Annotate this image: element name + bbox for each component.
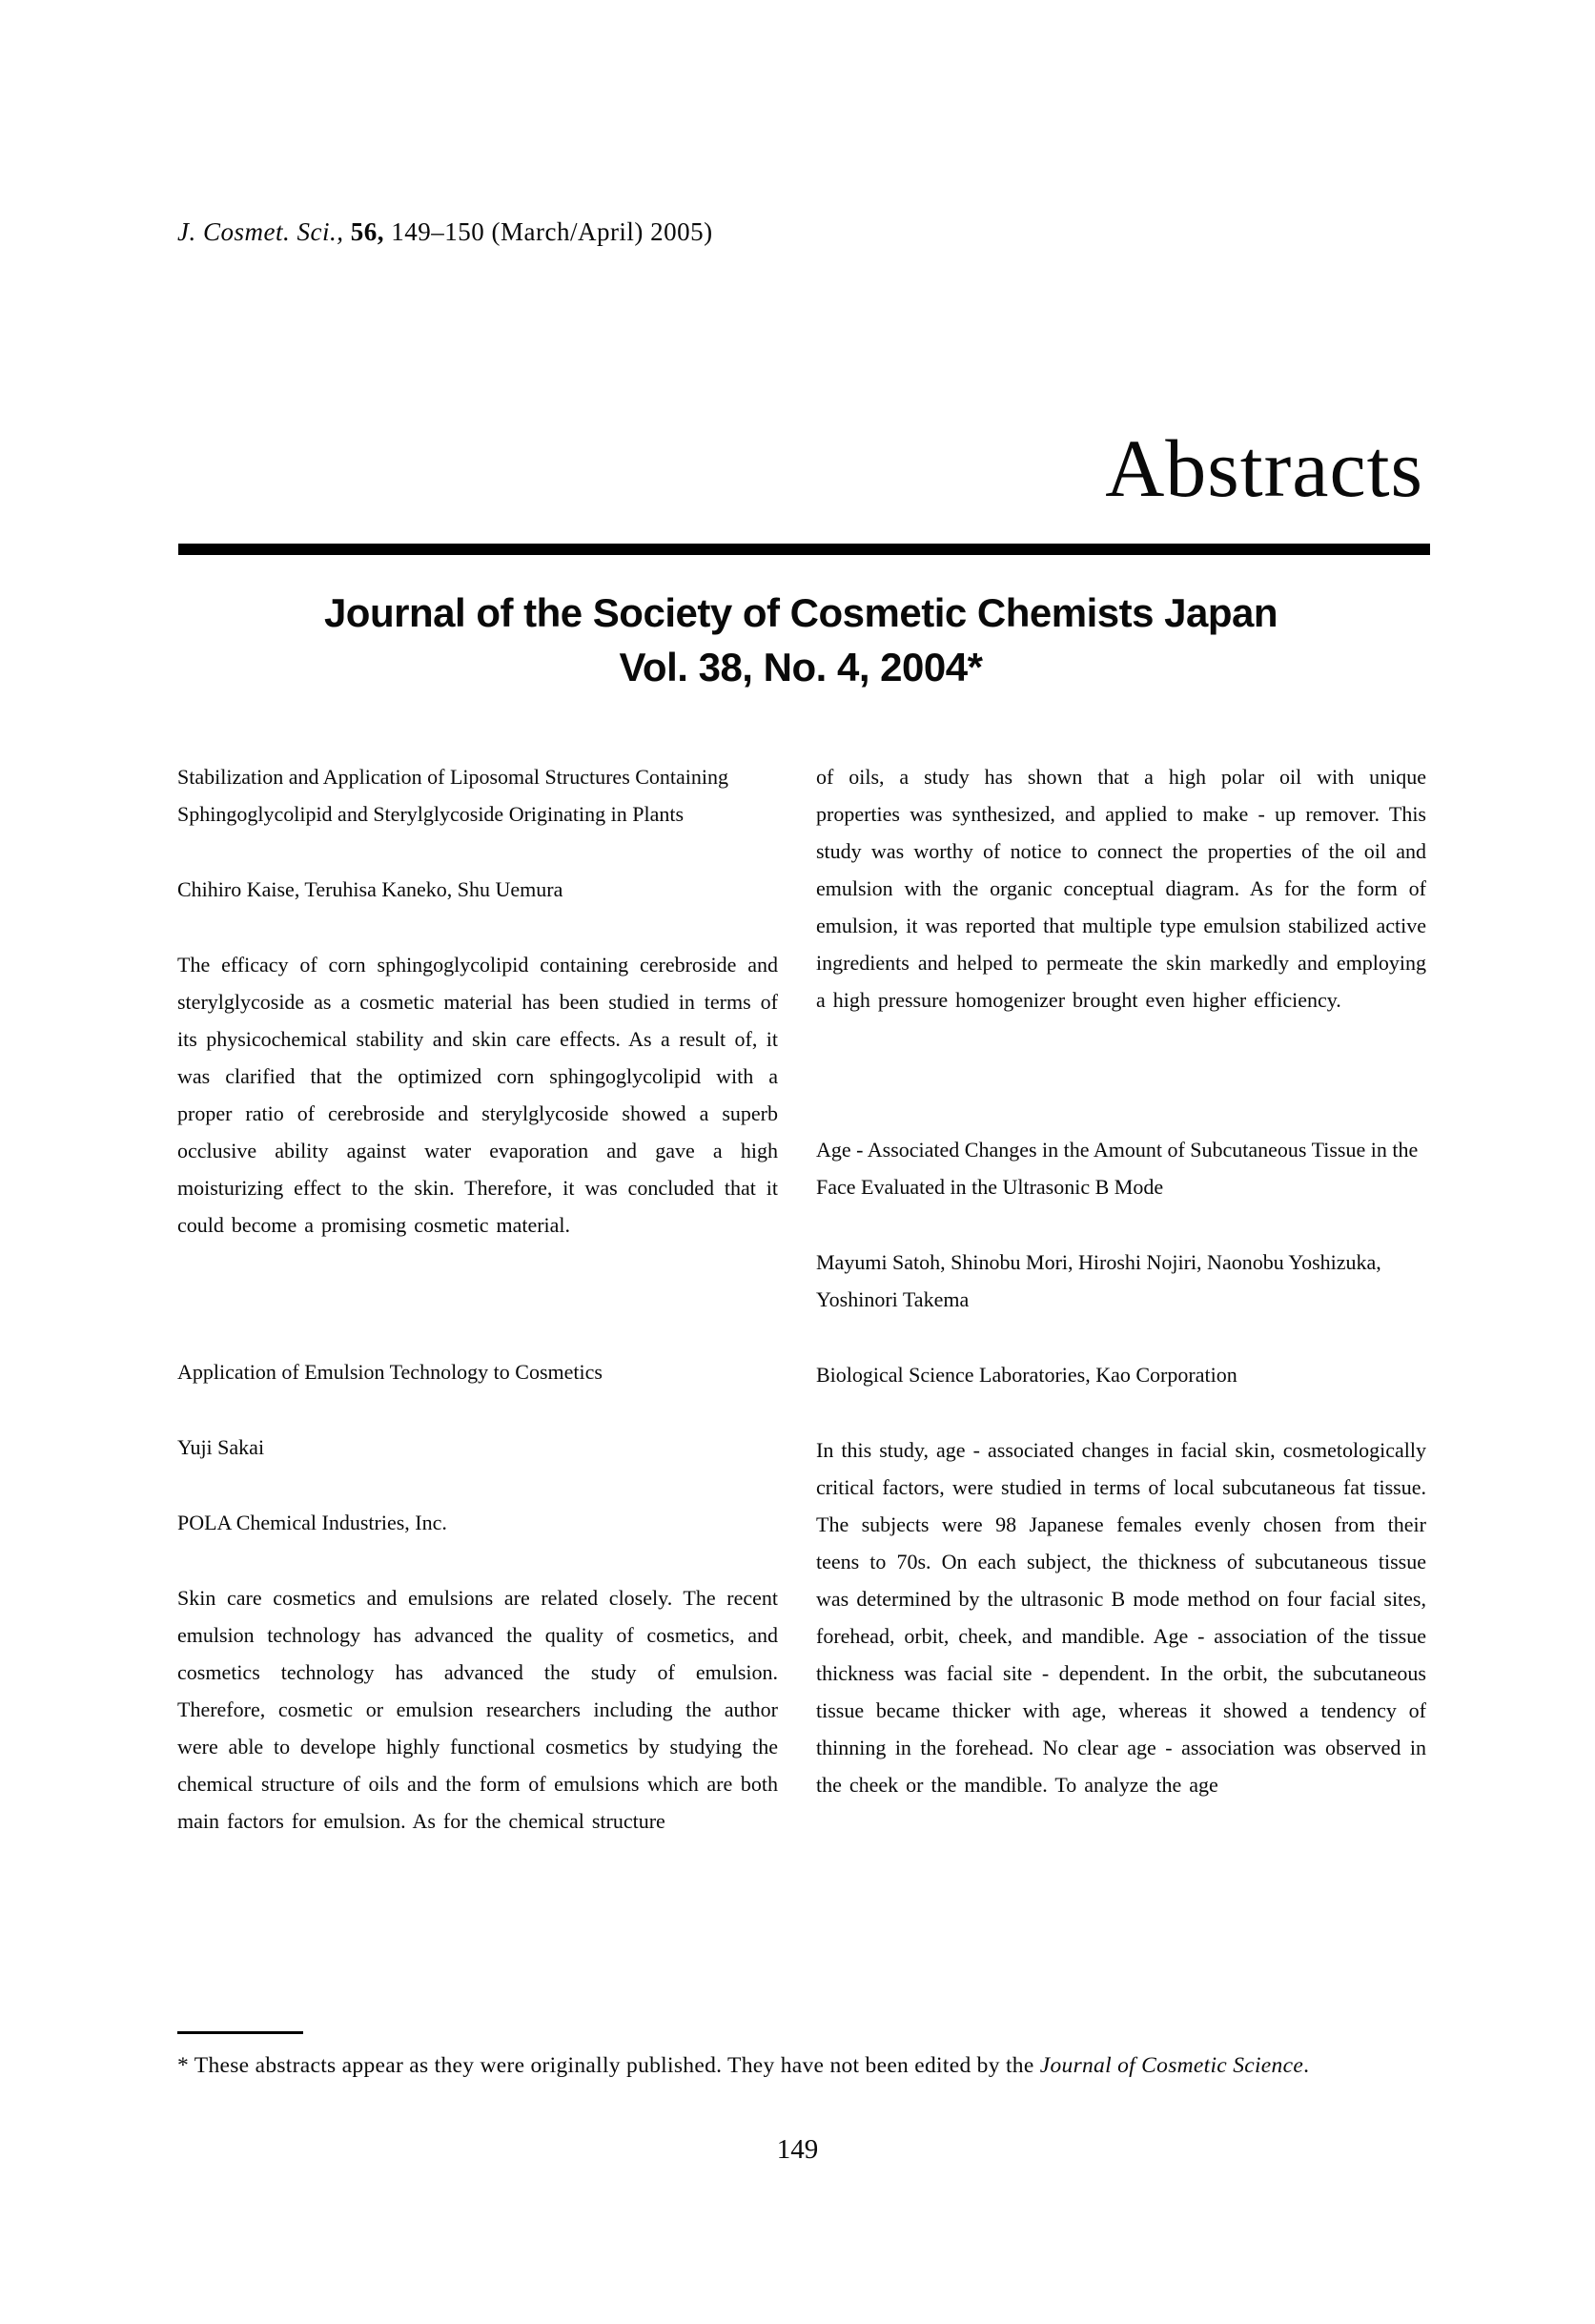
citation-volume: 56,	[350, 217, 392, 246]
footnote-journal-title: Journal of Cosmetic Science	[1039, 2053, 1304, 2078]
journal-heading-name: Journal of the Society of Cosmetic Chemists Japan	[323, 590, 1278, 635]
right-column	[816, 758, 1426, 1840]
journal-heading	[177, 586, 1424, 694]
abstract-3-body: In this study, age - associated changes in facial skin, cosmetologically critical factors, were studied in terms of local subcutaneous fat tissue. The subjects were 98 Japanese females evenly chosen from their teens to 70s. On each subject, the thickness of subcutaneous tissue was determined by the ultrasonic B mode method on four facial sites, forehead, orbit, cheek, and mandible. Age - association of the tissue thickness was facial site - dependent. In the orbit, the subcutaneous tissue became thicker with age, whereas it showed a tendency of thinning in the forehead. No clear age - association was observed in the cheek or the mandible. To analyze the age	[816, 1438, 1426, 1797]
abstract-1-body: The efficacy of corn sphingoglycolipid containing cerebroside and sterylglycoside as a cosmetic material has been studied in terms of its physicochemical stability and skin care effects. As a result of, it was clarified that the optimized corn sphingoglycolipid with a proper ratio of cerebroside and sterylglycoside showed a superb occlusive ability against water evaporation and gave a high moisturizing effect to the skin. Therefore, it was concluded that it could become a promising cosmetic material.	[177, 953, 778, 1237]
page-title: Abstracts	[1105, 422, 1423, 514]
abstract-2-authors: Yuji Sakai	[177, 1435, 265, 1459]
journal-heading-volume: Vol. 38, No. 4, 2004*	[619, 645, 983, 689]
footnote-rule	[177, 2031, 303, 2034]
abstract-2-title: Application of Emulsion Technology to Cosmetics	[177, 1360, 603, 1384]
footnote	[177, 2048, 1428, 2084]
page-number: 149	[776, 2134, 819, 2165]
abstract-2-body-part1: Skin care cosmetics and emulsions are related closely. The recent emulsion technology has advanced the quality of cosmetics, and cosmetics technology has advanced the study of emulsion. Therefore, cosmetic or emulsion researchers including the author were able to develope highly functional cosmetics by studying the chemical structure of oils and the form of emulsions which are both main factors for emulsion. As for the chemical structure	[177, 1586, 778, 1833]
journal-citation	[177, 217, 713, 247]
abstract-2-body-part2: of oils, a study has shown that a high polar oil with unique properties was synthesized, and applied to make - up remover. This study was worthy of notice to connect the properties of the oil and emulsion with the organic conceptual diagram. As for the form of emulsion, it was reported that multiple type emulsion stabilized active ingredients and helped to permeate the skin markedly and employing a high pressure homogenizer brought even higher efficiency.	[816, 765, 1426, 1012]
footnote-text-before: * These abstracts appear as they were originally published. They have not been edited by the	[177, 2053, 1040, 2078]
two-column-layout	[177, 758, 1426, 1840]
title-rule	[178, 544, 1430, 555]
citation-pages-date: 149–150 (March/April) 2005)	[391, 217, 713, 246]
abstract-3-affiliation: Biological Science Laboratories, Kao Corporation	[816, 1363, 1237, 1387]
citation-journal-name: J. Cosmet. Sci.,	[177, 217, 351, 246]
abstract-2-affiliation: POLA Chemical Industries, Inc.	[177, 1511, 447, 1534]
left-column	[177, 758, 778, 1840]
abstract-1-authors: Chihiro Kaise, Teruhisa Kaneko, Shu Uemura	[177, 877, 563, 901]
abstract-3-authors: Mayumi Satoh, Shinobu Mori, Hiroshi Nojiri, Naonobu Yoshizuka, Yoshinori Takema	[816, 1250, 1381, 1311]
abstract-1-title: Stabilization and Application of Liposomal Structures Containing Sphingoglycolipid and Sterylglycoside Originating in Plants	[177, 765, 729, 826]
footnote-text-after: .	[1303, 2053, 1310, 2078]
abstract-3-title: Age - Associated Changes in the Amount of Subcutaneous Tissue in the Face Evaluated in the Ultrasonic B Mode	[816, 1138, 1419, 1199]
